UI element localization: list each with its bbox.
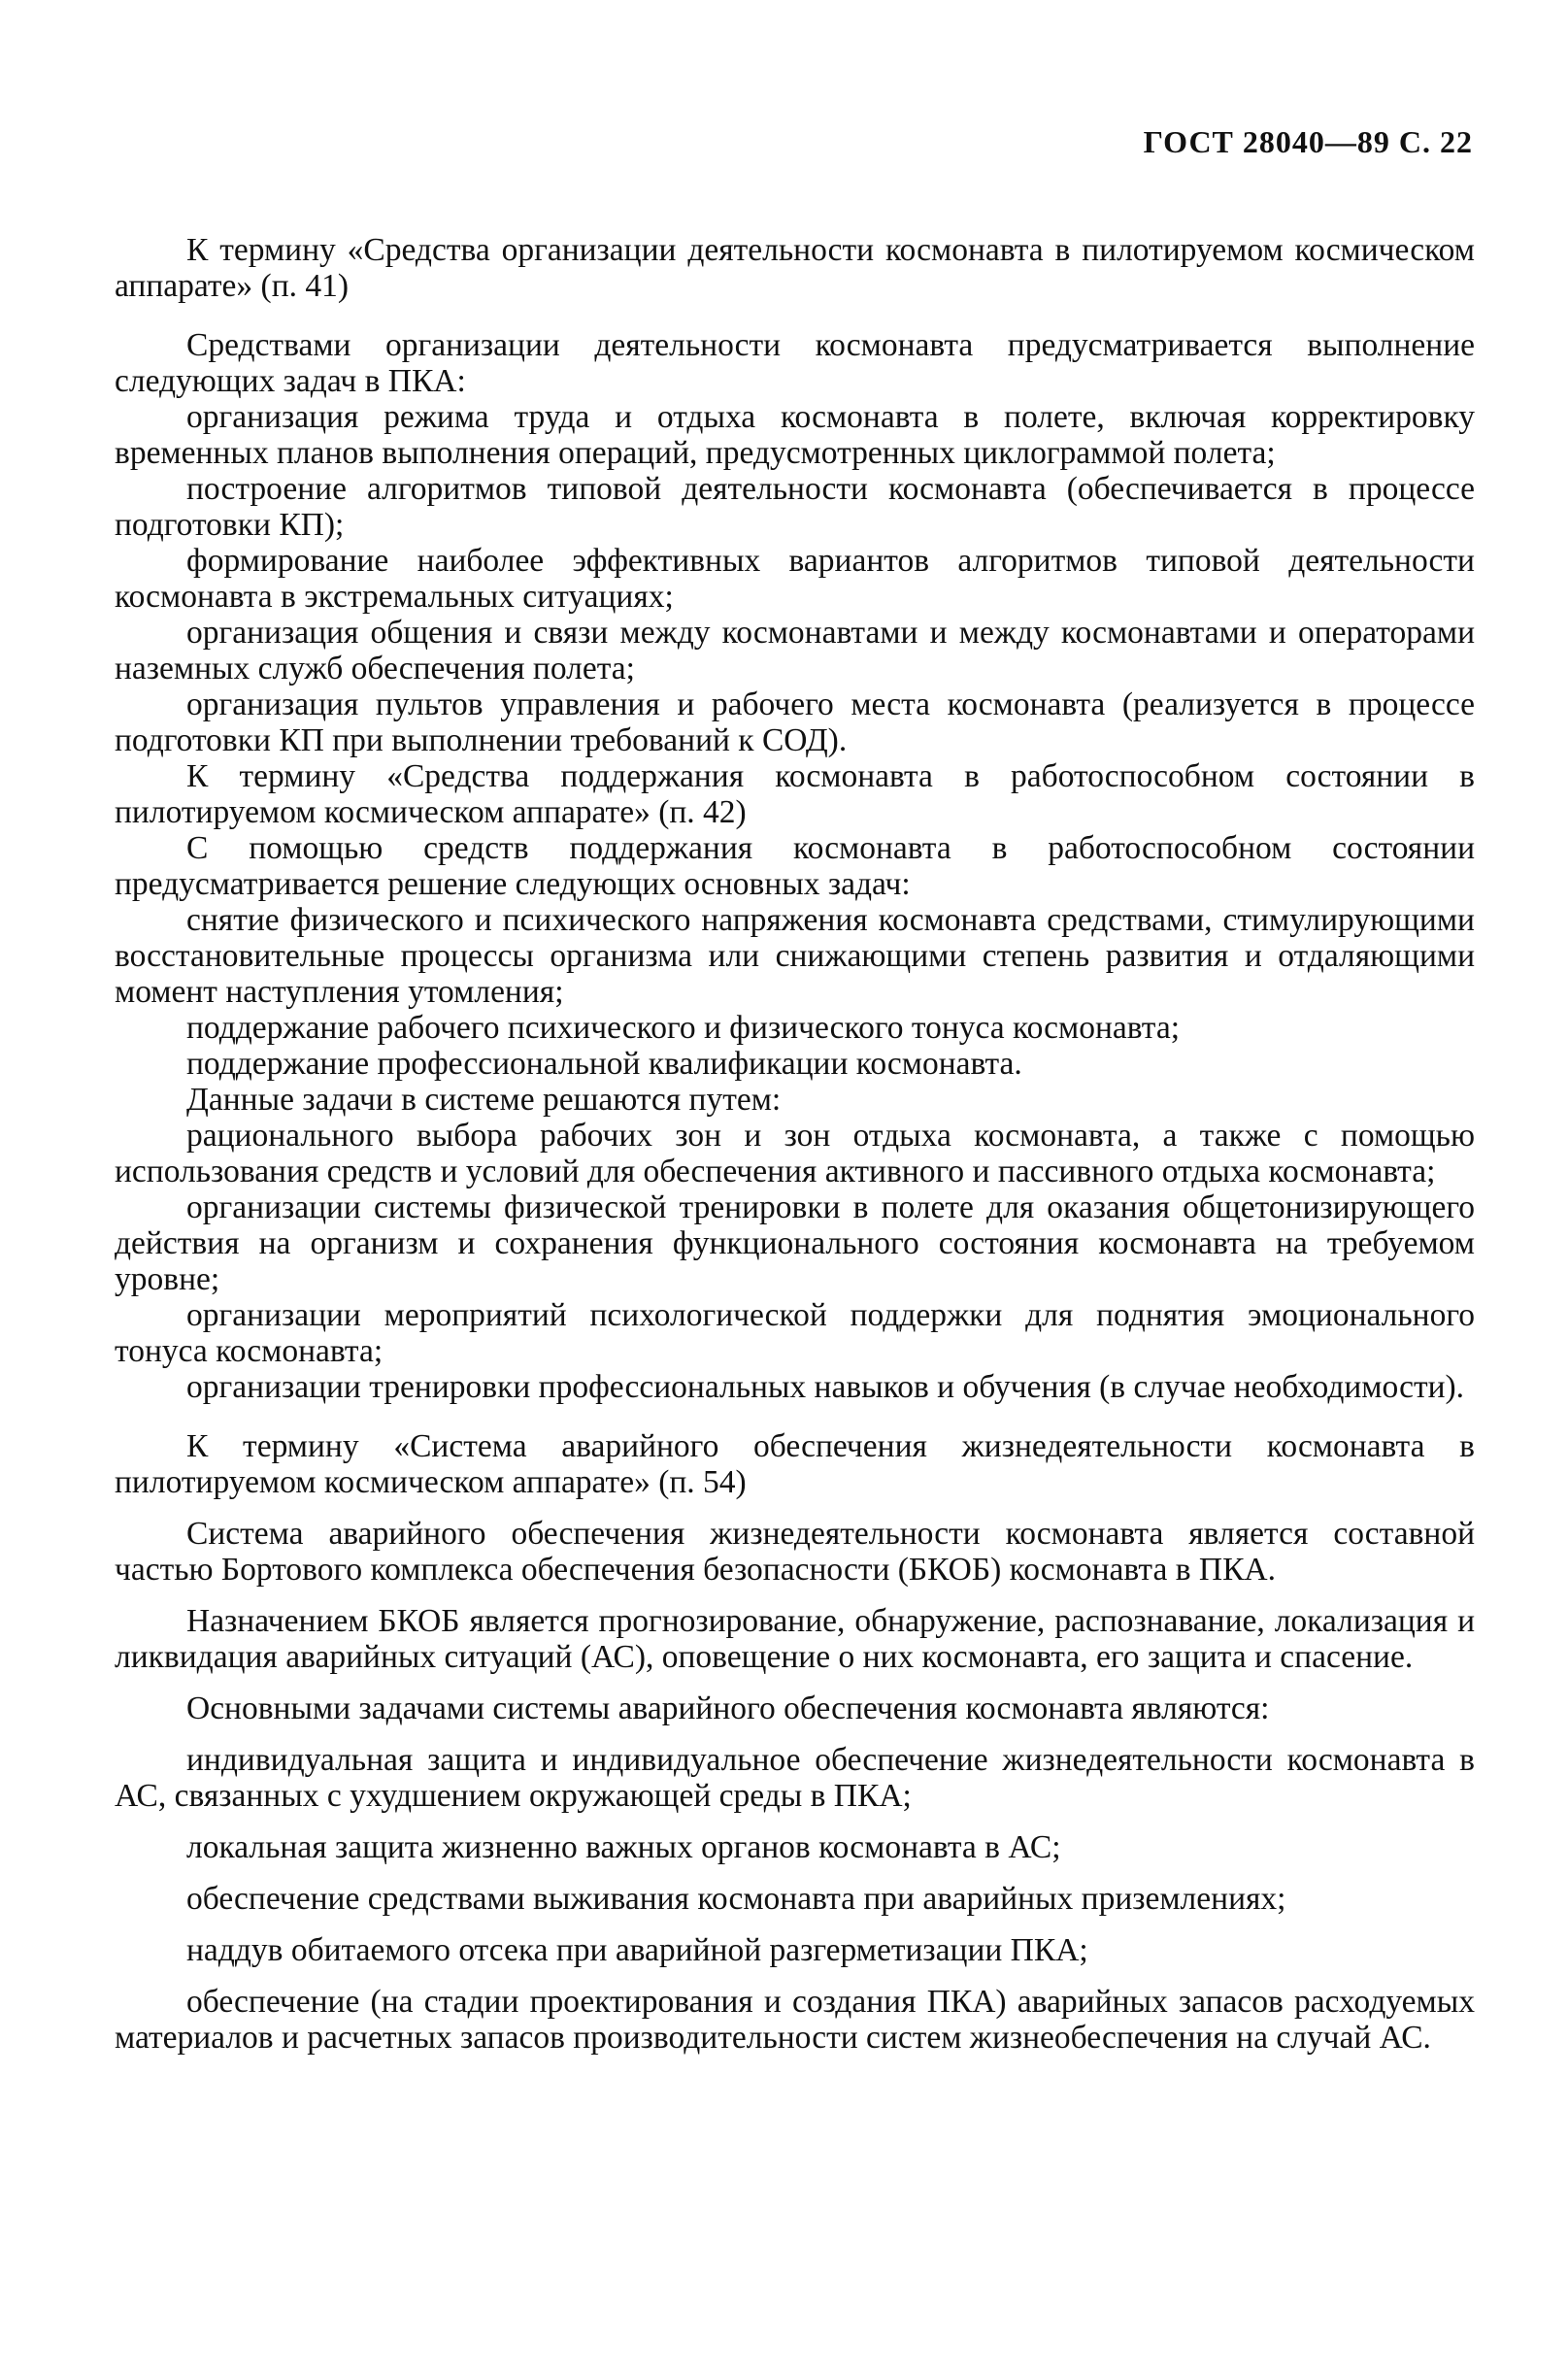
list-item: организации системы физической тренировки в полете для оказания общетонизирующего действия на организм и сохранения функционального состояния космонавта на требуемом уровне; [115,1189,1475,1297]
list-item: организации тренировки профессиональных навыков и обучения (в случае необходимости). [186,1369,1465,1405]
list-item: поддержание рабочего психического и физического тонуса космонавта; [186,1010,1181,1046]
list-item: индивидуальная защита и индивидуальное обеспечение жизнедеятельности космонавта в АС, связанных с ухудшением окружающей среды в ПКА; [115,1742,1475,1814]
paragraph-term-41: К термину «Средства организации деятельности космонавта в пилотируемом космическом аппарате» (п. 41) [115,232,1475,304]
list-item: формирование наиболее эффективных вариантов алгоритмов типовой деятельности космонавта в экстремальных ситуациях; [115,543,1475,615]
list-item: организация общения и связи между космонавтами и между космонавтами и операторами наземных служб обеспечения полета; [115,615,1475,686]
list-item: рационального выбора рабочих зон и зон отдыха космонавта, а также с помощью использования средств и условий для обеспечения активного и пассивного отдыха космонавта; [115,1118,1475,1189]
paragraph: Система аварийного обеспечения жизнедеятельности космонавта является составной частью Бортового комплекса обеспечения безопасности (БКОБ) космонавта в ПКА. [115,1516,1475,1588]
paragraph-term-42: К термину «Средства поддержания космонавта в работоспособном состоянии в пилотируемом космическом аппарате» (п. 42) [115,758,1475,830]
list-item: организации мероприятий психологической поддержки для поднятия эмоционального тонуса космонавта; [115,1297,1475,1369]
paragraph: Основными задачами системы аварийного обеспечения космонавта являются: [186,1690,1270,1726]
list-item: построение алгоритмов типовой деятельности космонавта (обеспечивается в процессе подготовки КП); [115,471,1475,543]
paragraph: Данные задачи в системе решаются путем: [186,1082,782,1118]
document-body [115,232,1475,2056]
page-header: ГОСТ 28040—89 С. 22 [1143,124,1473,159]
list-item: обеспечение средствами выживания космонавта при аварийных приземлениях; [186,1881,1286,1917]
list-item: снятие физического и психического напряжения космонавта средствами, стимулирующими восстановительные процессы организма или снижающими степень развития и отдаляющими момент наступления утомления; [115,902,1475,1010]
paragraph: С помощью средств поддержания космонавта в работоспособном состоянии предусматривается решение следующих основных задач: [115,830,1475,902]
paragraph: Назначением БКОБ является прогнозирование, обнаружение, распознавание, локализация и ликвидация аварийных ситуаций (АС), оповещение о них космонавта, его защита и спасение. [115,1603,1475,1675]
paragraph: Средствами организации деятельности космонавта предусматривается выполнение следующих задач в ПКА: [115,327,1475,399]
list-item: локальная защита жизненно важных органов космонавта в АС; [186,1829,1061,1865]
paragraph-term-54: К термину «Система аварийного обеспечения жизнедеятельности космонавта в пилотируемом космическом аппарате» (п. 54) [115,1428,1475,1500]
list-item: организация режима труда и отдыха космонавта в полете, включая корректировку временных планов выполнения операций, предусмотренных циклограммой полета; [115,399,1475,471]
list-item: обеспечение (на стадии проектирования и создания ПКА) аварийных запасов расходуемых материалов и расчетных запасов производительности систем жизнеобеспечения на случай АС. [115,1984,1475,2056]
list-item: наддув обитаемого отсека при аварийной разгерметизации ПКА; [186,1932,1088,1968]
list-item: поддержание профессиональной квалификации космонавта. [186,1046,1022,1082]
list-item: организация пультов управления и рабочего места космонавта (реализуется в процессе подготовки КП при выполнении требований к СОД). [115,686,1475,758]
